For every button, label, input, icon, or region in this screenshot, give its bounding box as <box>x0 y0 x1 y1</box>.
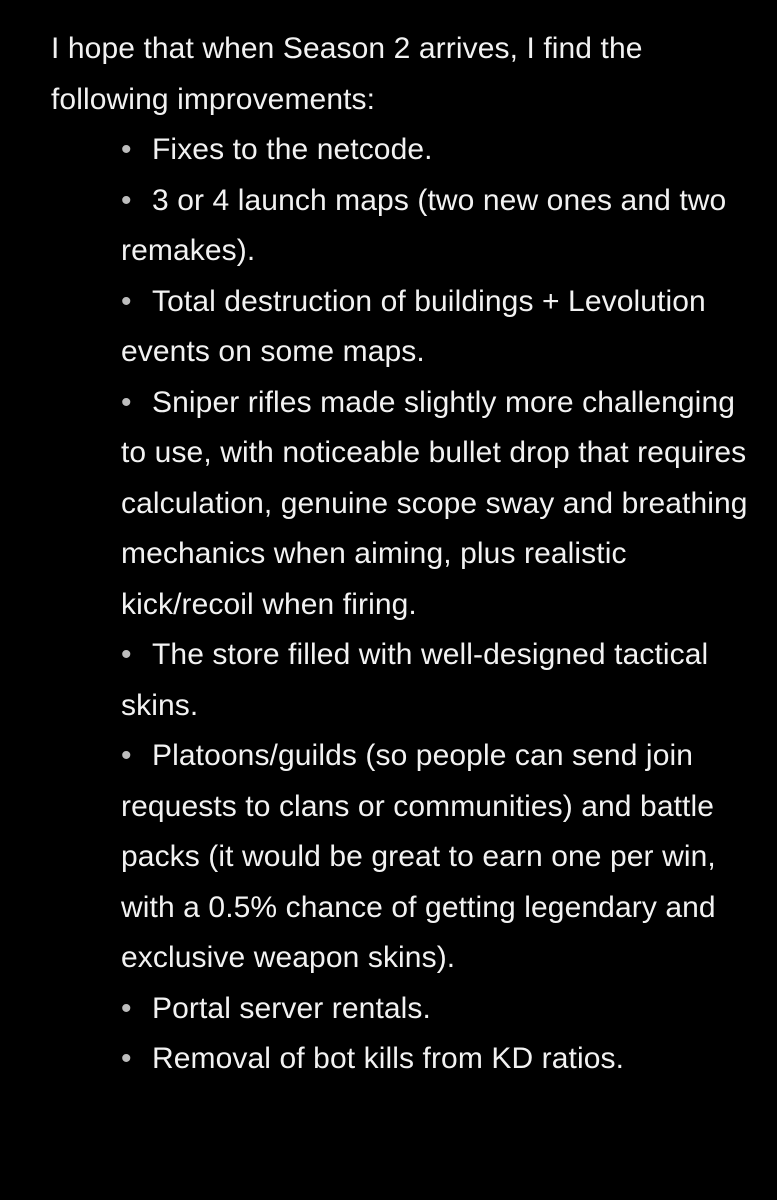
improvement-list <box>51 125 751 1085</box>
bullet-icon: • <box>121 133 132 166</box>
bullet-icon: • <box>121 284 132 318</box>
bullet-icon: • <box>121 991 132 1025</box>
bullet-icon: • <box>121 385 132 419</box>
list-item-text: 3 or 4 launch maps (two new ones and two remakes). <box>121 183 727 267</box>
bullet-icon: • <box>121 739 132 772</box>
list-item <box>121 984 751 1035</box>
list-item <box>121 378 751 631</box>
list-item-text: Removal of bot kills from KD ratios. <box>152 1042 625 1075</box>
list-item-text: Total destruction of buildings + Levolution events on some maps. <box>121 284 706 368</box>
list-item-text: The store filled with well-designed tactical skins. <box>121 638 709 722</box>
list-item <box>121 630 751 731</box>
bullet-icon: • <box>121 1042 132 1075</box>
list-item <box>121 277 751 378</box>
list-item-text: Fixes to the netcode. <box>152 133 433 166</box>
note-body <box>51 24 751 1085</box>
list-item <box>121 1034 751 1085</box>
list-item <box>121 125 751 176</box>
intro-paragraph: I hope that when Season 2 arrives, I find the following improvements: <box>51 32 643 116</box>
list-item-text: Sniper rifles made slightly more challenging to use, with noticeable bullet drop that requires calculation, genuine scope sway and breathing mechanics when aiming, plus realistic kick/recoil when firing. <box>121 385 748 621</box>
list-item <box>121 176 751 277</box>
list-item-text: Platoons/guilds (so people can send join requests to clans or communities) and battle packs (it would be great to earn one per win, with a 0.5% chance of getting legendary and exclusive weapon skins). <box>121 739 716 974</box>
list-item-text: Portal server rentals. <box>152 991 431 1025</box>
bullet-icon: • <box>121 183 132 217</box>
list-item <box>121 731 751 984</box>
bullet-icon: • <box>121 638 132 671</box>
